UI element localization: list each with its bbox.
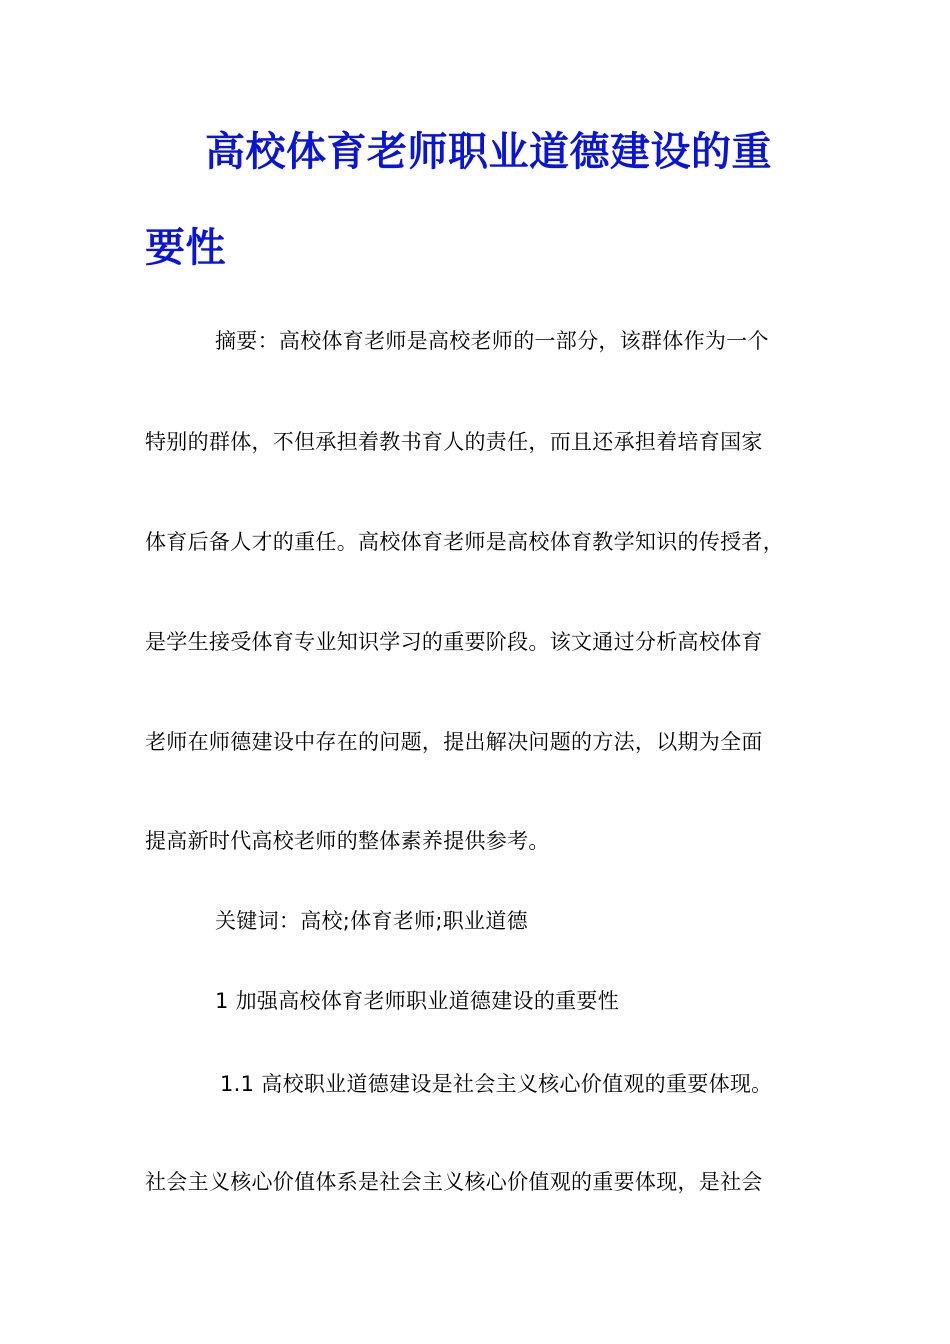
body-line: 社会主义核心价值体系是社会主义核心价值观的重要体现，是社会 xyxy=(145,1170,763,1194)
abstract-line: 体育后备人才的重任。高校体育老师是高校体育教学知识的传授者， xyxy=(145,530,784,554)
abstract-line: 特别的群体，不但承担着教书育人的责任，而且还承担着培育国家 xyxy=(145,430,763,454)
abstract-line: 老师在师德建设中存在的问题，提出解决问题的方法，以期为全面 xyxy=(145,730,763,754)
document-title-line-2: 要性 xyxy=(145,224,226,271)
abstract-line: 提高新时代高校老师的整体素养提供参考。 xyxy=(145,829,550,853)
subsection-heading: 1.1 高校职业道德建设是社会主义核心价值观的重要体现。 xyxy=(220,1072,773,1096)
document-title-line-1: 高校体育老师职业道德建设的重 xyxy=(205,128,772,175)
abstract-line: 是学生接受体育专业知识学习的重要阶段。该文通过分析高校体育 xyxy=(145,630,763,654)
abstract-line: 摘要：高校体育老师是高校老师的一部分，该群体作为一个 xyxy=(215,329,769,353)
keywords: 关键词：高校;体育老师;职业道德 xyxy=(215,909,528,933)
section-heading: 1 加强高校体育老师职业道德建设的重要性 xyxy=(215,989,620,1013)
